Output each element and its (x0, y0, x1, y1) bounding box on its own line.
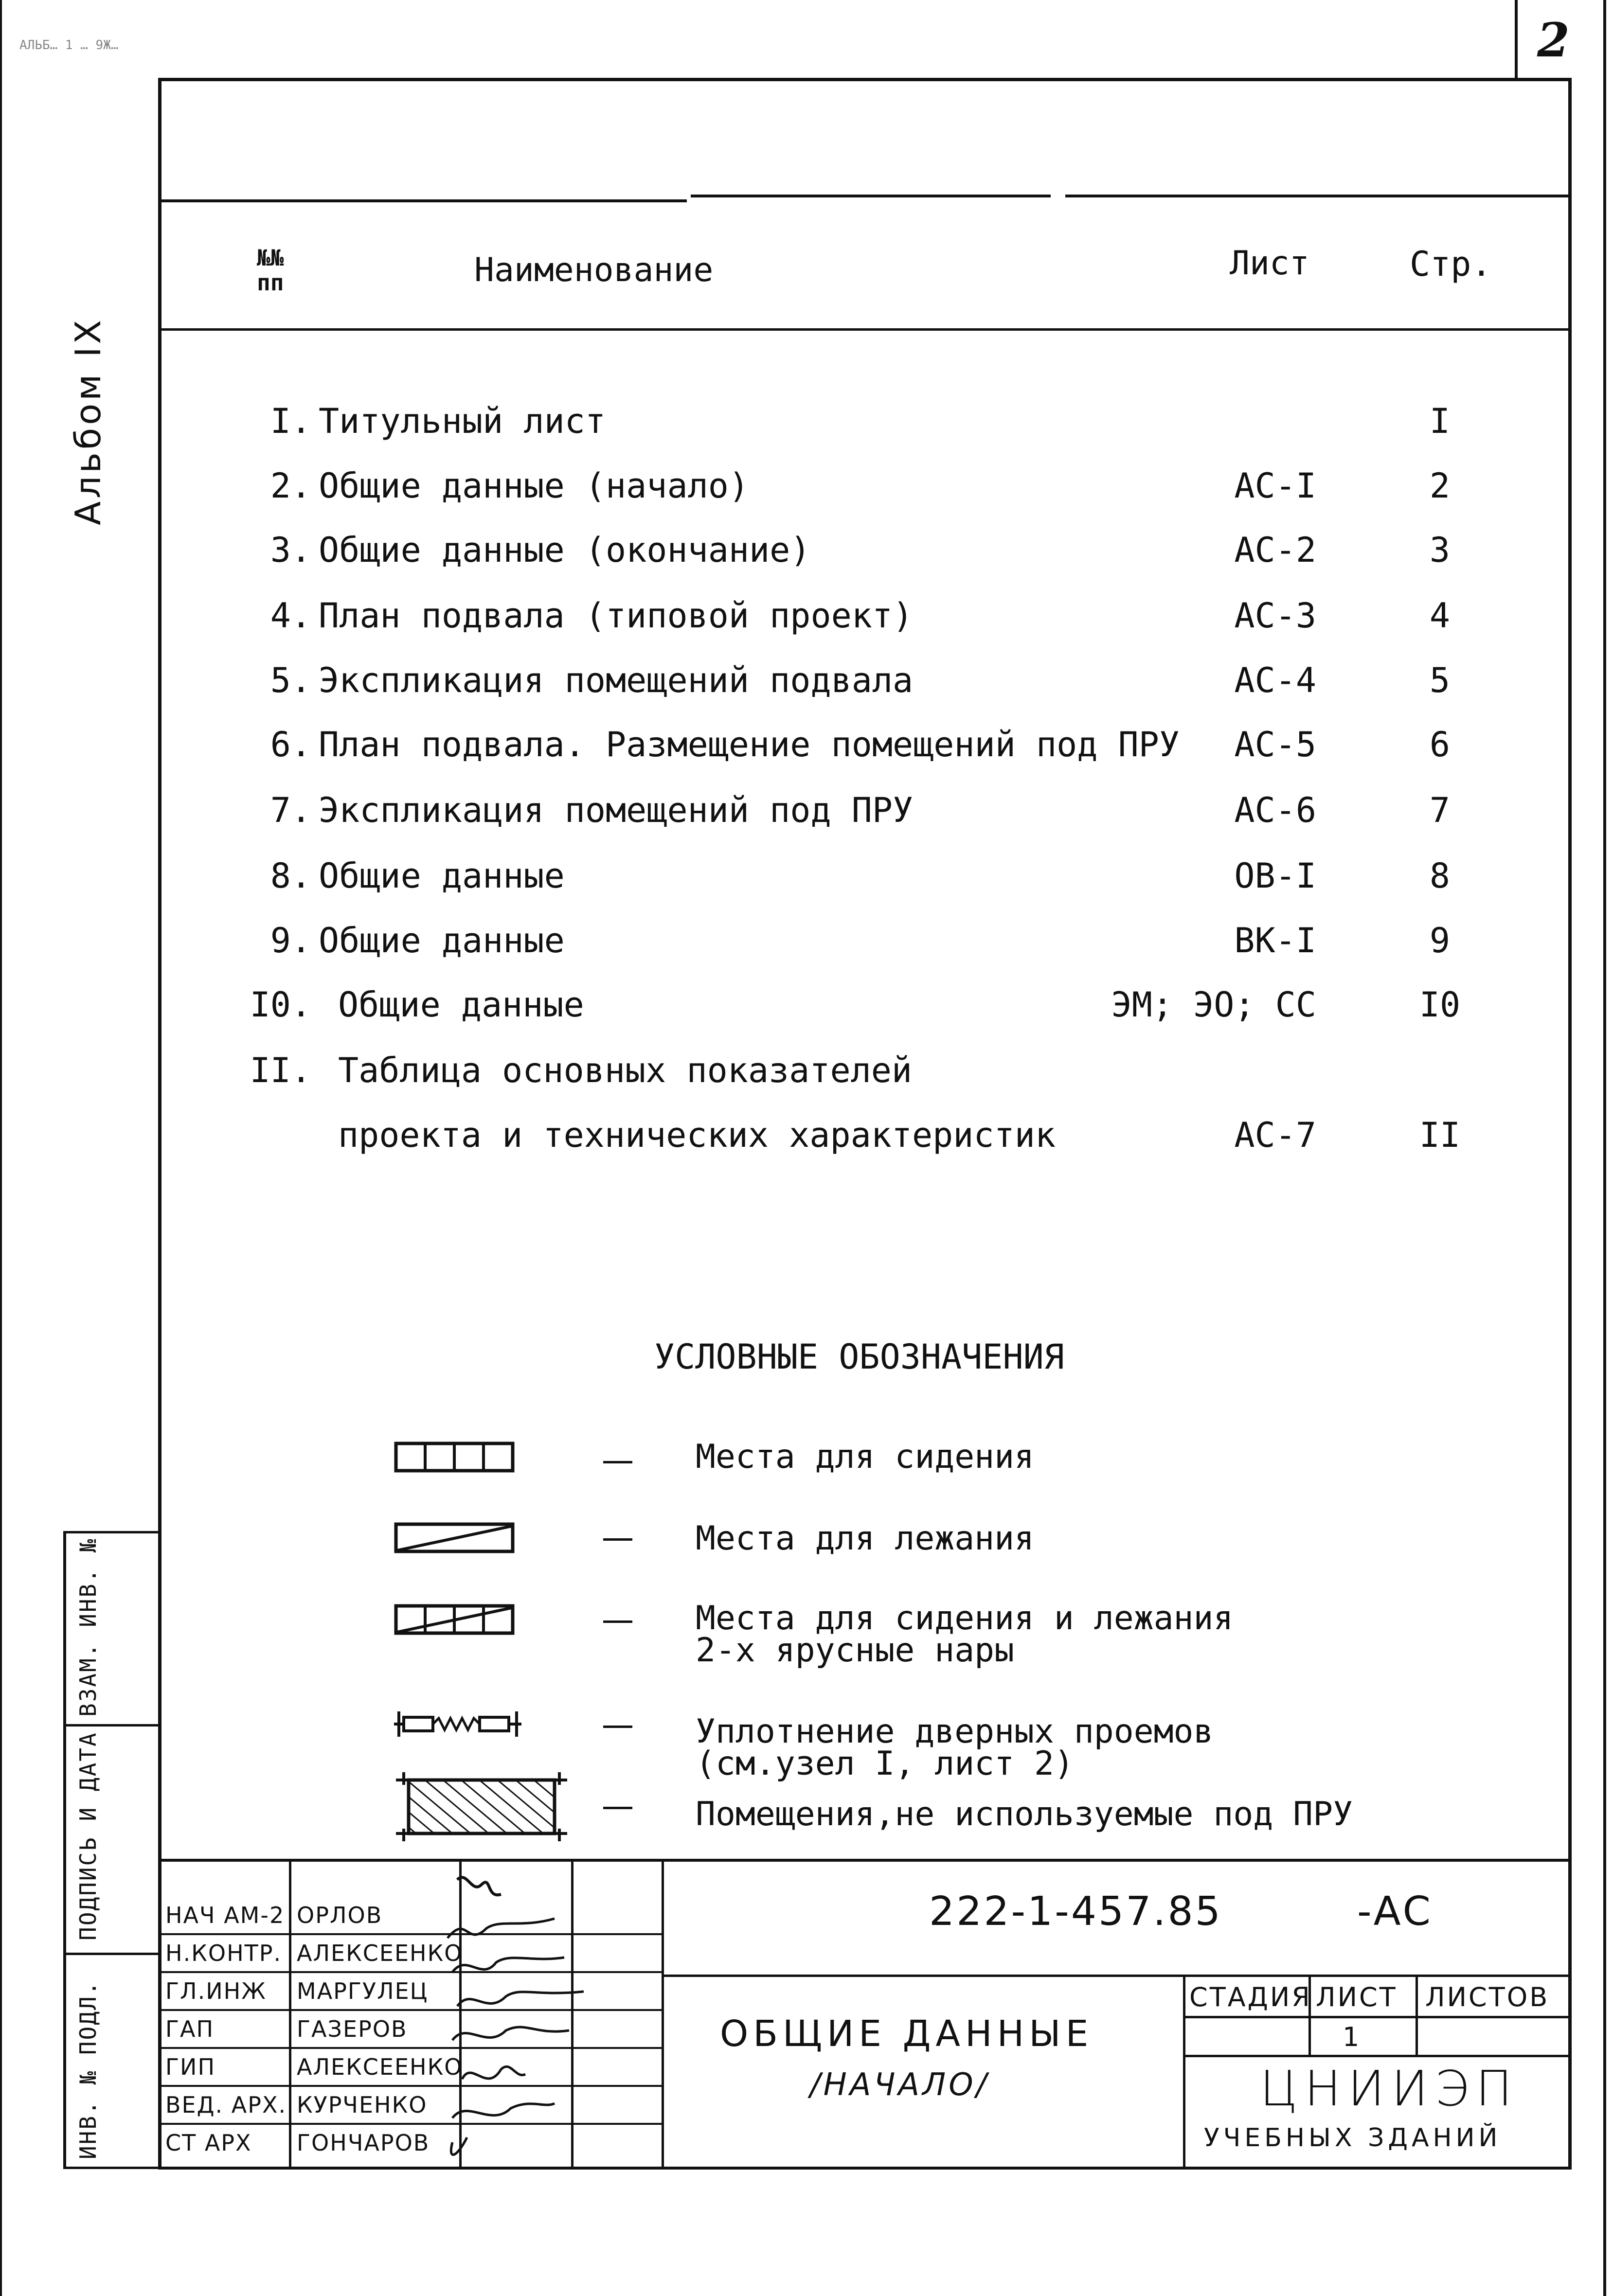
legend-dash-2 (603, 1538, 632, 1541)
door-seal-symbol (394, 1705, 540, 1744)
tb-stage-row (1183, 2016, 1568, 2018)
staff-name: КУРЧЕНКО (297, 2092, 428, 2118)
side-stamp-sep-2 (63, 1953, 161, 1955)
frame-top (158, 78, 1569, 81)
contents-row-sheet: АС-7 (1234, 1115, 1316, 1155)
contents-row-page: I (1429, 401, 1451, 441)
contents-row-page: II (1419, 1115, 1461, 1155)
tb-top (161, 1859, 1568, 1862)
header-top-rule-b (691, 195, 1051, 197)
contents-row-page: 9 (1429, 921, 1451, 961)
legend-text-1: Места для сидения (696, 1438, 1034, 1476)
contents-row (0, 856, 1613, 905)
contents-row-page: 6 (1429, 725, 1451, 765)
header-sheet: Лист (1230, 244, 1309, 283)
contents-row-sheet: АС-4 (1234, 660, 1316, 700)
header-bottom-rule (161, 328, 1568, 331)
legend-text-3: Места для сидения и лежания 2-х ярусные нары (696, 1599, 1234, 1670)
contents-row-name: Таблица основных показателей (338, 1050, 913, 1090)
legend-dash-1 (603, 1461, 632, 1463)
contents-row (0, 401, 1613, 450)
legend-text-4: Уплотнение дверных проемов (см.узел I, лист 2) (696, 1712, 1214, 1783)
page-number-box-left (1515, 0, 1518, 78)
seating-symbol (394, 1440, 520, 1478)
corner-scribble: АЛЬБ… 1 … 9Ж… (19, 38, 119, 53)
contents-row (0, 725, 1613, 773)
contents-row-name: Экспликация помещений подвала (319, 660, 914, 700)
hatched-room-symbol (394, 1770, 569, 1843)
sheet-title: ОБЩИЕ ДАННЫЕ (720, 2013, 1093, 2055)
contents-row (0, 466, 1613, 515)
signatures (438, 1865, 584, 2167)
legend-text-2: Места для лежания (696, 1519, 1034, 1558)
side-stamp-podpis: ПОДПИСЬ И ДАТА (75, 1731, 101, 1940)
contents-row (0, 985, 1613, 1033)
contents-row-sheet: АС-3 (1234, 596, 1316, 636)
staff-row-line (161, 2123, 662, 2125)
doc-code: 222-1-457.85 (929, 1888, 1222, 1935)
contents-row (0, 1115, 1613, 1164)
contents-row-name: Общие данные (319, 921, 565, 961)
contents-row-name: Общие данные (окончание) (319, 530, 811, 570)
header-top-rule-c (1065, 195, 1568, 197)
tb-bottom (158, 2167, 1572, 2170)
contents-row (0, 660, 1613, 709)
staff-name: ГАЗЕРОВ (297, 2016, 408, 2042)
staff-name: ГОНЧАРОВ (297, 2130, 430, 2156)
tb-col-1 (289, 1859, 291, 2167)
side-stamp-left (63, 1531, 66, 2169)
contents-row-num: I0. (250, 985, 311, 1025)
sheets-header: ЛИСТОВ (1425, 1982, 1550, 2012)
side-stamp-inv: ИНВ. № ПОДЛ. (75, 1980, 101, 2159)
contents-row-page: 4 (1429, 596, 1451, 636)
contents-row (0, 921, 1613, 969)
contents-row-page: 5 (1429, 660, 1451, 700)
staff-role: Н.КОНТР. (165, 1940, 282, 1966)
seating-lying-symbol (394, 1602, 520, 1641)
staff-role: ВЕД. АРХ. (165, 2092, 287, 2118)
staff-role: ГАП (165, 2016, 215, 2042)
staff-name: АЛЕКСЕЕНКО (297, 1940, 463, 1966)
sheet-header: ЛИСТ (1316, 1982, 1398, 2012)
lying-symbol (394, 1520, 520, 1559)
contents-row-num: 8. (270, 856, 311, 896)
contents-row-num: 6. (270, 725, 311, 765)
staff-role: ГИП (165, 2054, 216, 2080)
album-label: Альбом IX (68, 317, 108, 525)
contents-row-sheet: ОВ-I (1234, 856, 1316, 896)
staff-name: МАРГУЛЕЦ (297, 1978, 429, 2004)
legend-dash-4 (603, 1726, 632, 1728)
contents-row-sheet: АС-I (1234, 466, 1316, 506)
header-num: №№ пп (257, 245, 284, 296)
side-stamp-sep-0 (63, 1531, 161, 1533)
contents-row-page: 8 (1429, 856, 1451, 896)
doc-suffix: -АС (1357, 1888, 1433, 1935)
contents-row-sheet: ВК-I (1234, 921, 1316, 961)
legend-dash-3 (603, 1620, 632, 1623)
contents-row (0, 530, 1613, 579)
contents-row-name: Титульный лист (319, 401, 606, 441)
contents-row-num: 2. (270, 466, 311, 506)
contents-row-name: Общие данные (338, 985, 584, 1025)
staff-row-line (161, 1971, 662, 1973)
contents-row-page: I0 (1419, 985, 1461, 1025)
contents-row-sheet: АС-5 (1234, 725, 1316, 765)
contents-row (0, 1050, 1613, 1099)
contents-row-num: 9. (270, 921, 311, 961)
staff-row-line (161, 2085, 662, 2087)
contents-row (0, 790, 1613, 839)
contents-row-num: 5. (270, 660, 311, 700)
side-stamp-sep-1 (63, 1724, 161, 1726)
tb-value-row (1183, 2055, 1568, 2057)
contents-row-num: 3. (270, 530, 311, 570)
sheet-subtitle: /НАЧАЛО/ (810, 2067, 990, 2103)
staff-role: НАЧ АМ-2 (165, 1902, 285, 1928)
legend-dash-5 (603, 1807, 632, 1809)
side-stamp-vzam: ВЗАМ. ИНВ. № (75, 1537, 101, 1717)
contents-row-sheet: ЭМ; ЭО; СС (1111, 985, 1316, 1025)
contents-row-page: 3 (1429, 530, 1451, 570)
contents-row-page: 2 (1429, 466, 1451, 506)
tb-right-block-left (1183, 1975, 1185, 2167)
contents-row-sheet: АС-6 (1234, 790, 1316, 830)
contents-row-num: 7. (270, 790, 311, 830)
contents-row-page: 7 (1429, 790, 1451, 830)
contents-row-num: II. (250, 1050, 311, 1090)
staff-row-line (161, 2047, 662, 2049)
legend-text-5: Помещения,не используемые под ПРУ (696, 1795, 1353, 1833)
side-stamp-bottom (63, 2167, 161, 2169)
tb-col-4 (662, 1859, 664, 2167)
tb-code-bottom (662, 1975, 1568, 1977)
contents-row-num: 4. (270, 596, 311, 636)
contents-row-name: Экспликация помещений под ПРУ (319, 790, 914, 830)
org-name: ЦНИИЭП (1260, 2060, 1519, 2117)
contents-row-sheet: АС-2 (1234, 530, 1316, 570)
contents-row-name: План подвала. Размещение помещений под ПРУ (319, 725, 1180, 765)
contents-row-name: Общие данные (начало) (319, 466, 750, 506)
staff-row-line (161, 2009, 662, 2011)
staff-row-line (161, 1933, 662, 1935)
contents-row-num: I. (270, 401, 311, 441)
tb-stage-col-2 (1416, 1975, 1418, 2055)
staff-role: ГЛ.ИНЖ (165, 1978, 267, 2004)
staff-name: АЛЕКСЕЕНКО (297, 2054, 463, 2080)
legend-title: УСЛОВНЫЕ ОБОЗНАЧЕНИЯ (654, 1337, 1064, 1377)
contents-row-name: Общие данные (319, 856, 565, 896)
header-page: Стр. (1410, 244, 1492, 284)
header-top-rule-a (161, 199, 687, 202)
contents-row-name: План подвала (типовой проект) (319, 596, 914, 636)
staff-role: СТ АРХ (165, 2130, 252, 2156)
header-name: Наименование (474, 251, 714, 289)
staff-name: ОРЛОВ (297, 1902, 383, 1928)
stage-header: СТАДИЯ (1189, 1982, 1312, 2012)
org-sub: УЧЕБНЫХ ЗДАНИЙ (1204, 2123, 1502, 2153)
contents-row-name: проекта и технических характеристик (338, 1115, 1056, 1155)
contents-row (0, 596, 1613, 644)
sheet-value: 1 (1343, 2022, 1362, 2052)
page-number: 2 (1537, 13, 1570, 68)
